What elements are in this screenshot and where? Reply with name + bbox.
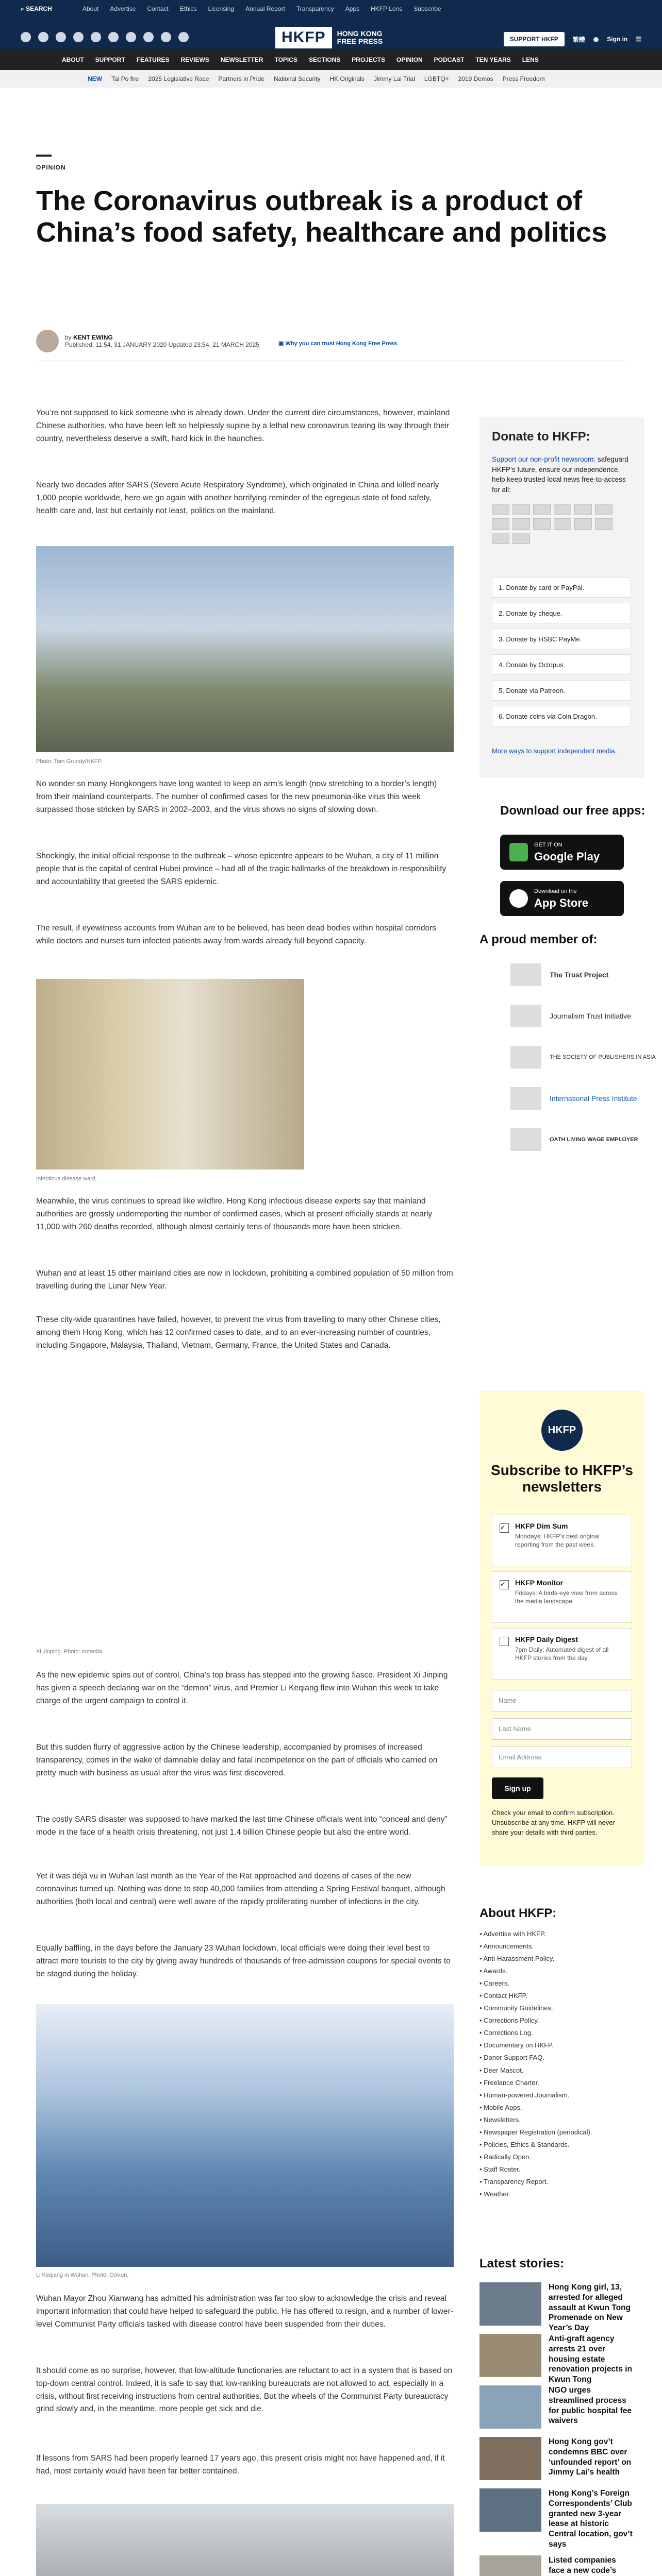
trending-link[interactable]: Partners in Pride — [218, 75, 264, 82]
about-link[interactable]: • Announcements. — [479, 1940, 634, 1953]
about-link[interactable]: • Advertise with HKFP. — [479, 1928, 634, 1940]
nav-item[interactable]: REVIEWS — [180, 56, 209, 63]
last-name-field[interactable]: Last Name — [492, 1718, 632, 1740]
linkedin-icon[interactable] — [108, 32, 119, 42]
about-list — [479, 1928, 634, 2200]
publish-dates: Published: 11:54, 31 JANUARY 2020 Updated 23:54, 21 MARCH 2025 — [65, 341, 259, 348]
paragraph: The result, if eyewitness accounts from Wuhan are to be believed, has been dead bodies within hospital corridors while doctors and nurses turn infected patients away from wards already full beyond capacity. — [36, 924, 437, 945]
trending-link[interactable]: 2019 Demos — [458, 75, 493, 82]
signin-link[interactable]: Sign in — [607, 36, 628, 43]
paragraph: Wuhan and at least 15 other mainland cities are now in lockdown, prohibiting a combined population of 50 million from travelling during the Lunar New Year. — [36, 1269, 453, 1291]
about-link[interactable]: • Documentary on HKFP. — [479, 2039, 634, 2052]
article-title: The Coronavirus outbreak is a product of China’s food safety, healthcare and politics — [36, 185, 607, 248]
about-link[interactable]: • Community Guidelines. — [479, 2002, 634, 2014]
new-badge: NEW — [88, 75, 102, 82]
newsletter-note: Check your email to confirm subscription. Unsubscribe at any time. HKFP will never share your details with third parties. — [492, 1809, 615, 1836]
donate-link[interactable]: Support our non-profit newsroom: — [492, 455, 596, 463]
googlepay-icon — [595, 504, 613, 515]
paypal-icon — [554, 504, 571, 515]
search-button[interactable]: ⌕ SEARCH — [21, 5, 52, 12]
nav-item[interactable]: FEATURES — [136, 56, 170, 63]
about-link[interactable]: • Careers. — [479, 1977, 634, 1990]
top-link[interactable]: Subscribe — [413, 5, 441, 12]
article-category[interactable]: OPINION — [36, 164, 66, 171]
main-nav — [0, 49, 662, 70]
newsletter-logo: HKFP — [541, 1410, 583, 1451]
nav-item[interactable]: LENS — [522, 56, 539, 63]
nav-item[interactable]: NEWSLETTER — [220, 56, 263, 63]
member-logo[interactable]: OATH LIVING WAGE EMPLOYER — [510, 1128, 662, 1151]
story-thumbnail — [479, 2555, 541, 2576]
shield-icon: ▣ — [278, 341, 286, 347]
nav-item[interactable]: SUPPORT — [95, 56, 125, 63]
trending-link[interactable]: National Security — [273, 75, 321, 82]
image-caption: Xi Jinping. Photo: Inmedia. — [36, 1649, 104, 1655]
youtube-icon[interactable] — [91, 32, 101, 42]
payment-methods — [492, 504, 631, 544]
language-link[interactable]: 繁體 — [572, 36, 585, 43]
article-image-ward — [36, 979, 304, 1170]
about-link[interactable]: • Corrections Policy. — [479, 2014, 634, 2027]
paragraph: No wonder so many Hongkongers have long wanted to keep an arm’s length (now stretching to a border’s length) from their mainland counterparts. The number of confirmed cases for the new pneumonia-like virus this week surpassed those stricken by SARS in 2002–2003, and the virus shows no signs of slowing down. — [36, 779, 437, 814]
visa-icon — [492, 504, 509, 515]
top-link[interactable]: Ethics — [179, 5, 197, 12]
paragraph: Shockingly, the initial official response to the outbreak – whose epicentre appears to be Wuhan, a city of 11 million people that is the capital of central Hubei province – had all of the tragic hallmarks of the breakdown in responsibility and accountability that greeted the SARS epidemic. — [36, 852, 446, 886]
threads-icon[interactable] — [73, 32, 84, 42]
app-store-badge[interactable]: Download on the App Store — [500, 881, 624, 916]
applepay-icon — [574, 504, 592, 515]
telegram-icon[interactable] — [161, 32, 171, 42]
living-wage-logo — [510, 1128, 541, 1151]
trending-link[interactable]: HK Originals — [329, 75, 365, 82]
name-field[interactable]: Name — [492, 1690, 632, 1711]
nav-item[interactable]: TOPICS — [274, 56, 297, 63]
about-link[interactable]: • Radically Open. — [479, 2151, 634, 2163]
alipay-icon — [512, 533, 530, 544]
about-link[interactable]: • Corrections Log. — [479, 2027, 634, 2039]
newsletter-option[interactable]: ✔ HKFP Dim Sum Mondays: HKFP’s best original reporting from the past week. — [492, 1515, 632, 1566]
checkbox[interactable]: ✔ — [500, 1523, 509, 1533]
top-link[interactable]: Annual Report — [245, 5, 285, 12]
donate-box: Donate to HKFP: Support our non-profit newsroom: safeguard HKFP’s future, ensure our independence, help keep trusted local news free-to-access for all: 1. Donate by card or PayPal. 2. Donate by cheque. 3. Donate by HSBC PayMe. 4. Donate by Octopus. 5. Donate via Patreon. 6. Donate coins via Coin Dragon. More ways to support independent media. — [479, 417, 644, 778]
coin-icon — [595, 518, 613, 530]
story-thumbnail — [479, 2282, 541, 2326]
nav-item[interactable]: OPINION — [396, 56, 423, 63]
trending-bar — [0, 70, 662, 88]
about-title: About HKFP: — [479, 1906, 557, 1920]
menu-icon[interactable]: ☰ — [636, 36, 641, 43]
article-image-sars-memorial — [36, 2504, 454, 2576]
member-logo[interactable]: THE SOCIETY OF PUBLISHERS IN ASIA — [510, 1046, 662, 1069]
image-caption: Infectious disease ward. — [36, 1176, 97, 1182]
top-link[interactable]: Advertise — [110, 5, 136, 12]
about-link[interactable]: • Staff Roster. — [479, 2163, 634, 2176]
paragraph: Meanwhile, the virus continues to spread like wildfire. Hong Kong infectious disease experts say that mainland authorities are grossly underreporting the number of confirmed cases, which at present officially stands at nearly 11,000 with 260 deaths recorded, although almost certainly tens of thousands more have been stricken. — [36, 1197, 433, 1231]
apps-title: Download our free apps: — [500, 804, 646, 818]
member-logo[interactable]: The Trust Project — [510, 963, 662, 986]
trending-link[interactable]: Tai Po fire — [111, 75, 139, 82]
top-link[interactable]: Transparency — [296, 5, 334, 12]
divider — [36, 155, 52, 157]
article-image-hong-kong — [36, 546, 454, 752]
byline: by KENT EWING Published: 11:54, 31 JANUARY 2020 Updated 23:54, 21 MARCH 2025 — [36, 330, 259, 352]
paragraph: Nearly two decades after SARS (Severe Acute Respiratory Syndrome), which originated in China and killed nearly 1,000 people worldwide, here we go again with another horrifying reminder of the egregious state of food safety, health care and, last but certainly not least, politics on the mainland. — [36, 481, 439, 515]
newsletter-option[interactable]: HKFP Daily Digest 7pm Daily: Automated digest of all HKFP stories from the day. — [492, 1628, 632, 1680]
tiktok-icon[interactable] — [126, 32, 136, 42]
donate-option[interactable]: 3. Donate by HSBC PayMe. — [492, 629, 631, 649]
about-link[interactable]: • Newspaper Registration (periodical). — [479, 2126, 634, 2139]
about-link[interactable]: • Human-powered Journalism. — [479, 2089, 634, 2102]
article-image-xi-jinping — [36, 1381, 454, 1643]
more-ways-link[interactable]: More ways to support independent media. — [492, 747, 617, 755]
jcb-icon — [492, 533, 509, 544]
social-links — [21, 32, 189, 42]
author-name[interactable]: KENT EWING — [73, 334, 113, 341]
nav-item[interactable]: TEN YEARS — [475, 56, 511, 63]
nav-item[interactable]: ABOUT — [62, 56, 84, 63]
payme-icon — [492, 518, 509, 530]
paragraph: It should come as no surprise, however, that low-altitude functionaries are reluctant to act in a system that is based on top-down central control. Indeed, it is safe to say that low-ranking bureaucrats are not allowed to act, especially in a crisis, without first receiving instructions from central authorities. But the wheels of the Communist Party bureaucracy grind slowly and, in the meantime, more people get sick and die. — [36, 2366, 453, 2414]
members-title: A proud member of: — [479, 933, 598, 946]
mastercard-icon — [512, 504, 530, 515]
nav-item[interactable]: SECTIONS — [308, 56, 341, 63]
top-link[interactable]: Apps — [345, 5, 360, 12]
paragraph: But this sudden flurry of aggressive action by the Chinese leadership, accompanied by promises of increased transparency, comes in the wake of damnable delay and fatal incompetence on the part of officials who carried on pretty much with business as usual after the virus was first discovered. — [36, 1743, 438, 1777]
newsletter-option[interactable]: ✔ HKFP Monitor Fridays: A birds-eye view from across the media landscape. — [492, 1571, 632, 1623]
story-thumbnail — [479, 2334, 541, 2377]
about-link[interactable]: • Mobile Apps. — [479, 2102, 634, 2114]
top-link[interactable]: Contact — [147, 5, 169, 12]
member-logo[interactable]: Journalism Trust Initiative — [510, 1005, 662, 1027]
google-play-badge[interactable]: GET IT ON Google Play — [500, 835, 624, 870]
cheque-icon — [554, 518, 571, 530]
story-item[interactable]: Hong Kong’s Foreign Correspondents’ Club granted new 3-year lease at historic Central location, gov’t says — [479, 2488, 634, 2550]
apple-icon — [509, 889, 528, 908]
paragraph: If lessons from SARS had been properly learned 17 years ago, this present crisis might not have happened and, if it had, most certainly would have been far better contained. — [36, 2454, 445, 2476]
bluesky-icon[interactable] — [143, 32, 154, 42]
trust-project-logo — [510, 963, 541, 986]
checkbox[interactable] — [500, 1637, 509, 1646]
rss-icon[interactable] — [178, 32, 189, 42]
support-button[interactable]: SUPPORT HKFP — [504, 32, 565, 46]
image-caption: Photo: Tom Grundy/HKFP. — [36, 758, 103, 765]
about-link[interactable]: • Weather. — [479, 2188, 634, 2200]
newsletter-box — [479, 1391, 644, 1865]
story-thumbnail — [479, 2437, 541, 2480]
octopus-icon — [512, 518, 530, 530]
paragraph: Wuhan Mayor Zhou Xianwang has admitted his administration was far too slow to acknowledge the crisis and reveal important information that could have helped to safeguard the public. He has offered to resign, and a number of lower-level Communist Party officials tasked with disease control have been suspended from their duties. — [36, 2294, 453, 2329]
facebook-icon[interactable] — [21, 32, 31, 42]
paragraph: The costly SARS disaster was supposed to have marked the last time Chinese officials went into “conceal and deny” mode in the face of a health crisis threatening, not just 1.4 billion Chinese people but also the entire world. — [36, 1815, 448, 1837]
latest-title: Latest stories: — [479, 2257, 565, 2270]
donate-option[interactable]: 6. Donate coins via Coin Dragon. — [492, 706, 631, 726]
donate-option[interactable]: 1. Donate by card or PayPal. — [492, 577, 631, 598]
top-bar — [0, 0, 662, 49]
member-logo[interactable]: International Press Institute — [510, 1087, 662, 1110]
story-thumbnail — [479, 2488, 541, 2532]
about-link[interactable]: • Newsletters. — [479, 2114, 634, 2126]
nav-item[interactable]: PODCAST — [434, 56, 465, 63]
paragraph: As the new epidemic spins out of control, China’s top brass has stepped into the growing fiasco. President Xi Jinping has given a speech declaring war on the “demon” virus, and Premier Li Keqiang flew into Wuhan this week to take charge of the urgent campaign to control it. — [36, 1671, 448, 1705]
donate-option[interactable]: 2. Donate by cheque. — [492, 603, 631, 623]
top-links — [82, 5, 441, 12]
about-link[interactable]: • Anti-Harassment Policy. — [479, 1953, 634, 1965]
paragraph: Equally baffling, in the days before the January 23 Wuhan lockdown, local officials were doing their level best to attract more tourists to the city by giving away hundreds of thousands of free-admission coupons for special events to be staged during the holiday. — [36, 1944, 451, 1978]
donate-option[interactable]: 5. Donate via Patreon. — [492, 680, 631, 701]
jti-logo — [510, 1005, 541, 1027]
story-item[interactable]: NGO urges streamlined process for public hospital fee waivers — [479, 2385, 634, 2429]
trending-link[interactable]: 2025 Legislative Race — [148, 75, 209, 82]
ipi-logo — [510, 1087, 541, 1110]
image-caption: Li Keqiang in Wuhan. Photo: Gov.cn. — [36, 2272, 129, 2278]
user-icon[interactable]: ◉ — [593, 36, 599, 43]
nav-item[interactable]: PROJECTS — [352, 56, 385, 63]
top-link[interactable]: About — [82, 5, 99, 12]
about-link[interactable]: • Freelance Charter. — [479, 2077, 634, 2089]
article-image-li-keqiang — [36, 2004, 454, 2267]
trust-link[interactable]: ▣ Why you can trust Hong Kong Free Press — [278, 341, 398, 347]
donate-title: Donate to HKFP: — [492, 430, 590, 444]
trending-link[interactable]: Press Freedom — [502, 75, 545, 82]
story-thumbnail — [479, 2385, 541, 2429]
top-link[interactable]: Licensing — [208, 5, 235, 12]
instagram-icon[interactable] — [56, 32, 66, 42]
about-link[interactable]: • Donor Support FAQ. — [479, 2052, 634, 2064]
about-link[interactable]: • Awards. — [479, 1965, 634, 1977]
story-item[interactable]: Listed companies face a new code’s — [479, 2555, 634, 2576]
story-item[interactable]: Hong Kong gov’t condemns BBC over ‘unfounded report’ on Jimmy Lai’s health — [479, 2437, 634, 2480]
story-item[interactable]: Hong Kong girl, 13, arrested for alleged assault at Kwun Tong Promenade on New Year’s Day — [479, 2282, 634, 2333]
about-link[interactable]: • Policies, Ethics & Standards. — [479, 2139, 634, 2151]
unionpay-icon — [574, 518, 592, 530]
amex-icon — [533, 504, 551, 515]
about-section — [479, 1906, 634, 2200]
donate-option[interactable]: 4. Donate by Octopus. — [492, 654, 631, 675]
signup-button[interactable]: Sign up — [492, 1777, 543, 1799]
search-icon: ⌕ — [21, 5, 26, 12]
paragraph: You’re not supposed to kick someone who is already down. Under the current dire circumstances, however, mainland Chinese authorities, who have been left so helplessly supine by a lethal new coronavirus tearing its way through their country, nevertheless deserve a swift, hard kick in the haunches. — [36, 409, 450, 443]
top-link[interactable]: HKFP Lens — [371, 5, 403, 12]
about-link[interactable]: • Transparency Report. — [479, 2176, 634, 2188]
about-link[interactable]: • Contact HKFP. — [479, 1990, 634, 2002]
newsletter-title: Subscribe to HKFP’s newsletters — [491, 1462, 633, 1495]
trending-link[interactable]: LGBTQ+ — [424, 75, 449, 82]
header-actions — [504, 32, 641, 46]
author-avatar[interactable] — [36, 330, 59, 352]
paragraph: Yet it was déjà vu in Wuhan last month as the Year of the Rat approached and dozens of cases of the new coronavirus turned up. Nothing was done to stop 40,000 families from attending a Spring Festival banquet, although authorities (both local and central) were well aware of the rapidly proliferating number of infections in the city. — [36, 1872, 445, 1906]
about-link[interactable]: • Deer Mascot. — [479, 2064, 634, 2077]
site-logo[interactable]: HKFP HONG KONG FREE PRESS — [275, 27, 383, 48]
paragraph: These city-wide quarantines have failed, however, to prevent the virus from travelling to many other Chinese cities, among them Hong Kong, which has 12 confirmed cases to date, and to an ever-increasing number of countries, including Singapore, Malaysia, Thailand, Vietnam, Germany, France, the United States and Canada. — [36, 1315, 441, 1350]
x-icon[interactable] — [38, 32, 48, 42]
email-field[interactable]: Email Address — [492, 1747, 632, 1768]
sopa-logo — [510, 1046, 541, 1069]
story-item[interactable]: Anti-graft agency arrests 21 over housing estate renovation projects in Kwun Tong — [479, 2334, 634, 2385]
google-play-icon — [509, 843, 528, 861]
patreon-icon — [533, 518, 551, 530]
trending-link[interactable]: Jimmy Lai Trial — [373, 75, 415, 82]
checkbox[interactable]: ✔ — [500, 1580, 509, 1589]
